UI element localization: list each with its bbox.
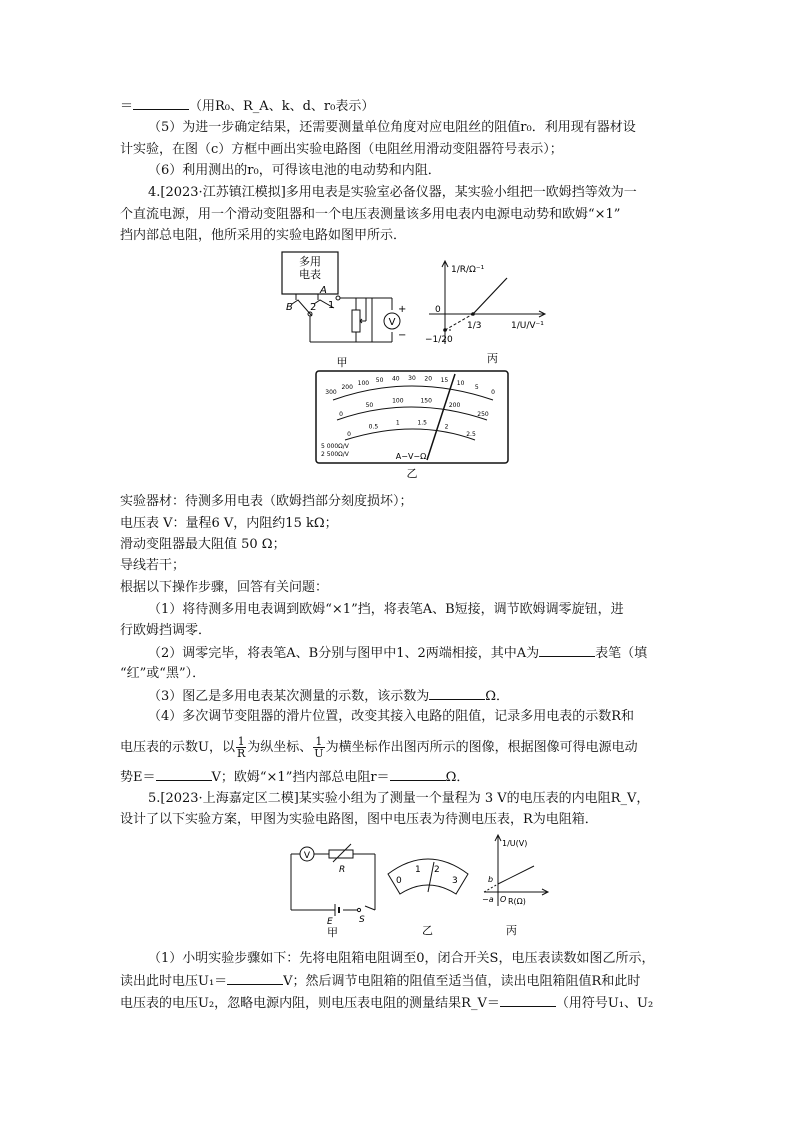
graph-extrapolated-line — [484, 884, 498, 892]
minus-sign: − — [398, 330, 407, 341]
figure-5-bing-graph — [482, 832, 552, 938]
dial-label: 0.5 — [368, 423, 379, 431]
text-line-8: 实验器材：待测多用电表（欧姆挡部分刻度损坏）； — [120, 494, 413, 509]
label-e: E — [327, 917, 333, 927]
dial-label: 0 — [347, 431, 351, 438]
dial-label: 250 — [477, 411, 489, 418]
dial-label: 1.5 — [417, 419, 427, 427]
dial-label: 0 — [491, 389, 495, 396]
dial-label: 0 — [339, 411, 343, 418]
graph-b-label: b — [488, 875, 494, 884]
text-line-21: 5.[2023·上海嘉定区二模]某实验小组为了测量一个量程为 3 V的电压表的内电阻R_V， — [148, 791, 650, 806]
graph-line — [473, 278, 507, 314]
text-line-11: 导线若干； — [120, 558, 186, 573]
graph-y-tick: −1/20 — [425, 335, 453, 345]
figure-4-jia-circuit — [272, 248, 412, 370]
answer-blank — [539, 644, 595, 657]
line-text: （用符号U₁、U₂ — [555, 996, 654, 1011]
line-text: 电压表的示数U，以 — [120, 740, 235, 755]
graph-a-label: −a — [482, 895, 494, 904]
text-line-4: （6）利用测出的r₀，可得该电池的电动势和内阻． — [148, 163, 441, 178]
voltmeter-label: V — [388, 317, 396, 328]
line-text: （2）调零完毕，将表笔A、B分别与图甲中1、2两端相接，其中A为 — [148, 646, 540, 661]
line-text: V；然后调节电阻箱的阻值至适当值，读出电阻箱阻值R和此时 — [283, 974, 641, 989]
dial-left-label-1: 5 000Ω/V — [321, 443, 349, 450]
dial-label: 200 — [448, 402, 461, 410]
graph-y-label: 1/U(V) — [502, 839, 528, 848]
caption-bing: 丙 — [487, 352, 498, 365]
text-line-14: 行欧姆挡调零． — [120, 623, 212, 638]
dial-arc-low — [345, 429, 475, 440]
label-b: B — [286, 302, 293, 313]
answer-blank — [500, 994, 556, 1007]
dial-tick-0: 0 — [396, 876, 402, 886]
text-line-13: （1）将待测多用电表调到欧姆“×1”挡，将表笔A、B短接，调节欧姆调零旋钮，进 — [148, 602, 624, 617]
graph-line — [498, 866, 534, 884]
terminal-1 — [336, 296, 340, 300]
line-text: （3）图乙是多用电表某次测量的示数，该示数为 — [148, 689, 430, 704]
figure-5-jia-circuit — [285, 840, 385, 938]
label-1: 1 — [328, 300, 335, 311]
text-line-7: 挡内部总电阻，他所采用的实验电路如图甲所示． — [120, 228, 407, 243]
answer-blank — [227, 972, 283, 985]
figure-4-yi-dial — [315, 370, 509, 480]
text-line-24 — [120, 972, 640, 991]
answer-blank — [390, 768, 446, 781]
label-s: S — [359, 915, 365, 925]
voltmeter-label: V — [303, 851, 311, 861]
dial-tick-3: 3 — [452, 876, 458, 886]
switch-icon — [357, 908, 360, 911]
dial-needle — [428, 862, 434, 892]
fraction-1-over-u: $\frac{1}{U}$ — [314, 735, 324, 760]
text-line-6: 个直流电源，用一个滑动变阻器和一个电压表测量该多用电表内电源电动势和欧姆“×1” — [120, 207, 621, 222]
plus-sign: + — [398, 304, 407, 315]
dial-label: 2 — [444, 423, 449, 431]
graph-x-tick: 1/3 — [467, 321, 482, 331]
dial-tick-1: 1 — [415, 865, 421, 875]
text-line-16: “红”或“黑”）． — [120, 666, 206, 681]
text-line-2: （5）为进一步确定结果，还需要测量单位角度对应电阻丝的阻值r₀．利用现有器材设 — [148, 120, 636, 135]
line-text: 电压表的电压U₂，忽略电源内阻，则电压表电阻的测量结果R_V＝ — [120, 996, 500, 1011]
text-line-20 — [120, 768, 469, 787]
figure-5-yi-dial — [382, 848, 474, 938]
graph-origin: O — [500, 895, 507, 904]
caption-jia: 甲 — [336, 356, 348, 369]
v-scale — [339, 398, 489, 418]
text-line-19 — [120, 734, 638, 762]
dial-label: 1 — [395, 419, 400, 427]
answer-blank — [133, 97, 189, 110]
text-line-3: 计实验，在图（c）方框中画出实验电路图（电阻丝用滑动变阻器符号表示）； — [120, 142, 563, 157]
dial-label: 30 — [408, 375, 416, 382]
label-r: R — [339, 865, 346, 875]
line-text: Ω． — [485, 689, 510, 704]
graph-y-label: 1/R/Ω⁻¹ — [451, 265, 485, 275]
figure-4-bing-graph — [425, 258, 565, 370]
line-text: V；欧姆“×1”挡内部总电阻r＝ — [211, 770, 390, 785]
label-a: A — [320, 285, 327, 296]
line-text: 表笔（填 — [595, 646, 648, 661]
line-text: Ω． — [445, 770, 470, 785]
text-line-15 — [148, 644, 647, 663]
dial-label: 200 — [341, 383, 353, 391]
line-text: ＝ — [120, 99, 134, 114]
label-2: 2 — [310, 302, 317, 313]
caption-yi: 乙 — [406, 467, 418, 480]
dial-arc-v — [337, 407, 487, 420]
line-text: 势E＝ — [120, 770, 156, 785]
dial-label: 15 — [440, 377, 449, 385]
dial-label: 100 — [392, 397, 404, 405]
text-line-12: 根据以下操作步骤，回答有关问题： — [120, 580, 329, 595]
dial-label: 5 — [474, 383, 479, 391]
graph-x-label: 1/U/V⁻¹ — [511, 321, 544, 331]
dial-label: 20 — [424, 375, 433, 383]
dial-label: 40 — [391, 375, 400, 383]
answer-blank — [429, 687, 485, 700]
text-line-18: （4）多次调节变阻器的滑片位置，改变其接入电路的阻值，记录多用电表的示数R和 — [148, 709, 635, 724]
dial-label: 50 — [375, 377, 384, 385]
text-line-17 — [148, 687, 509, 706]
text-line-25 — [120, 994, 653, 1013]
dial-bottom-label: A−V−Ω — [395, 452, 427, 461]
dial-label: 2.5 — [466, 431, 476, 438]
caption-bing: 丙 — [506, 924, 517, 937]
caption-yi: 乙 — [422, 924, 433, 937]
rheostat-icon — [352, 310, 360, 332]
text-line-9: 电压表 V：量程6 V，内阻约15 kΩ； — [120, 516, 338, 531]
line-text: （用R₀、R_A、k、d、r₀表示） — [189, 99, 375, 114]
line-text: 为纵坐标、 — [247, 740, 313, 755]
multimeter-label-2: 电表 — [299, 268, 321, 281]
text-line-22: 设计了以下实验方案，甲图为实验电路图，图中电压表为待测电压表，R为电阻箱． — [120, 812, 598, 827]
answer-blank — [156, 768, 212, 781]
dial-label: 50 — [365, 402, 374, 410]
text-line-1 — [120, 97, 374, 116]
dial-label: 150 — [420, 397, 432, 405]
dial-label: 10 — [456, 380, 465, 388]
dial-label: 100 — [357, 380, 370, 388]
graph-origin: 0 — [435, 305, 441, 315]
text-line-23: （1）小明实验步骤如下：先将电阻箱电阻调至0，闭合开关S，电压表读数如图乙所示， — [148, 951, 655, 966]
fraction-1-over-r: $\frac{1}{R}$ — [236, 735, 246, 760]
probe-b-icon — [292, 300, 312, 316]
text-line-10: 滑动变阻器最大阻值 50 Ω； — [120, 537, 286, 552]
dial-tick-2: 2 — [434, 865, 440, 875]
multimeter-label-1: 多用 — [299, 255, 321, 268]
line-text: 为横坐标作出图丙所示的图像，根据图像可得电源电动 — [325, 740, 638, 755]
graph-x-label: R(Ω) — [508, 897, 526, 906]
dial-left-label-2: 2 500Ω/V — [321, 451, 349, 458]
caption-jia: 甲 — [327, 926, 338, 938]
text-line-5: 4.[2023·江苏镇江模拟]多用电表是实验室必备仪器，某实验小组把一欧姆挡等效为一 — [148, 185, 637, 200]
dial-label: 300 — [325, 389, 337, 396]
line-text: 读出此时电压U₁＝ — [120, 974, 228, 989]
